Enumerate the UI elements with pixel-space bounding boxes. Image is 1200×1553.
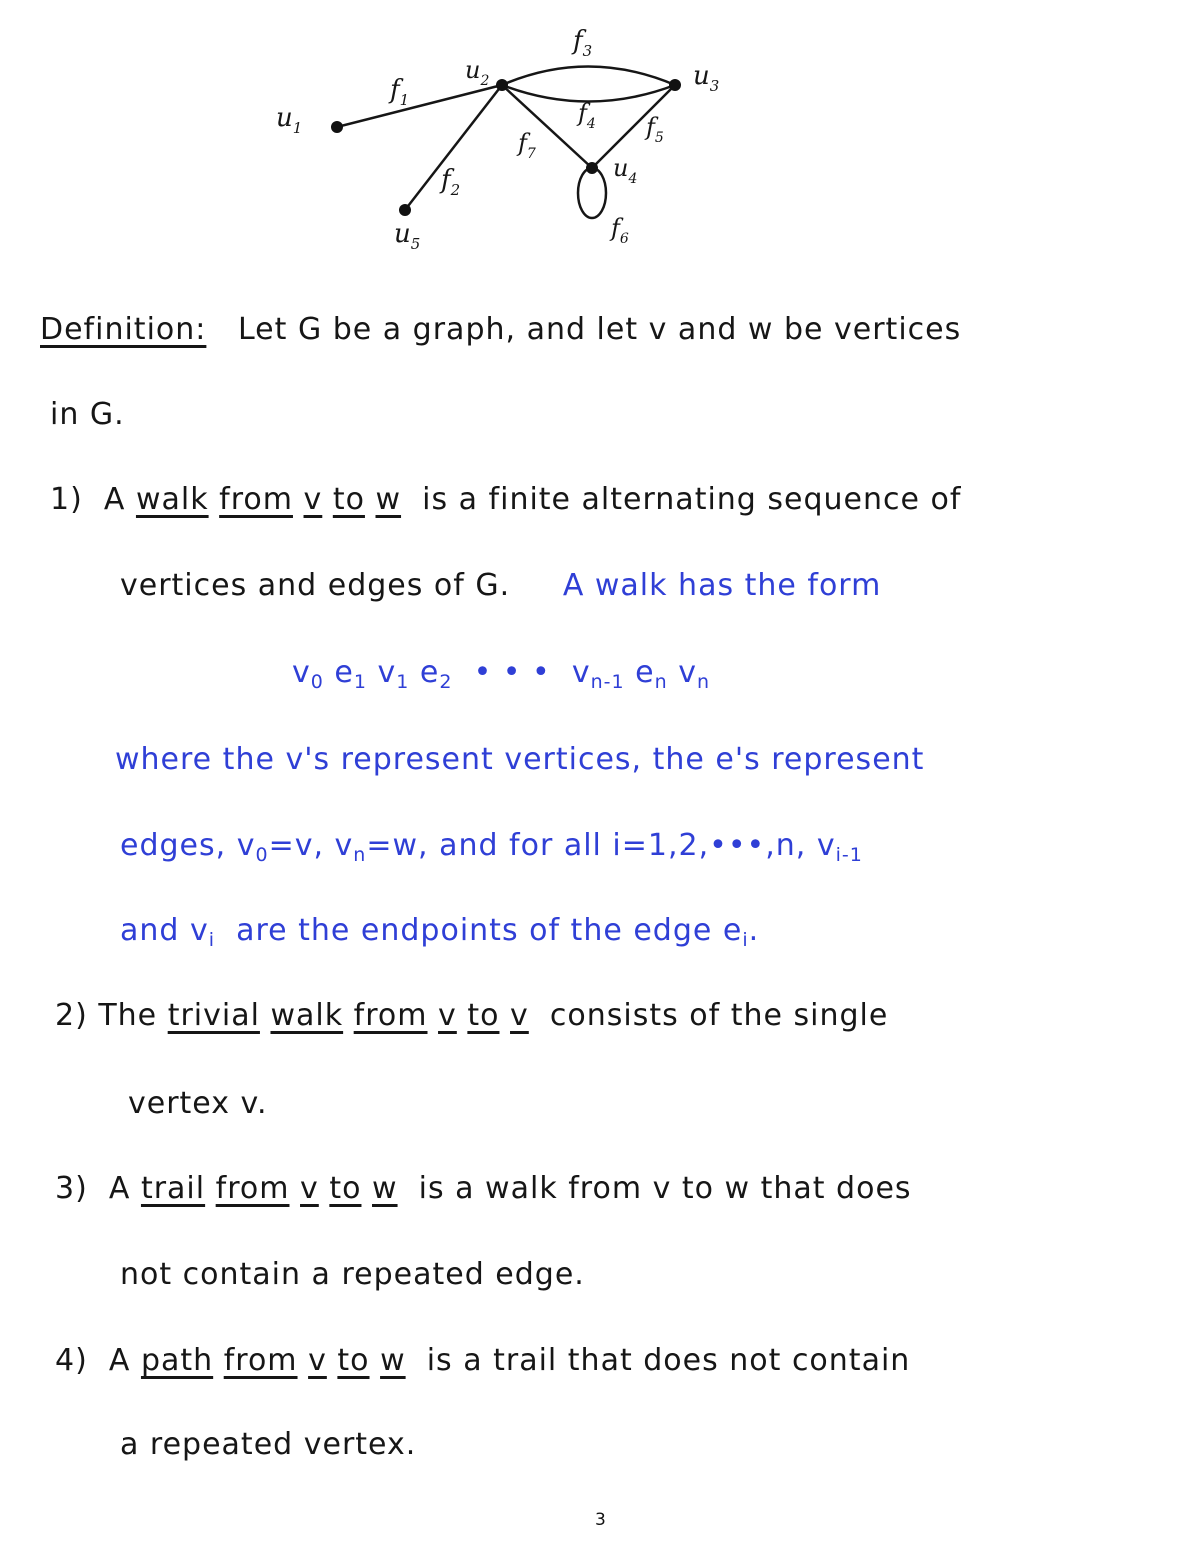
item-3-line-2 [120, 1257, 585, 1292]
item-3-line-1 [55, 1171, 912, 1206]
item-text: is a finite alternating sequence of [422, 482, 962, 517]
label-f2: $f_2$ [441, 165, 461, 199]
walk-formula [292, 655, 710, 693]
where-text: and v [120, 913, 209, 948]
item-lead: A [103, 482, 126, 517]
item-2-line-2 [128, 1086, 268, 1121]
vertex-u4 [586, 162, 598, 174]
graph-diagram [0, 0, 1200, 270]
term-trivial: trivial [167, 998, 260, 1033]
label-u2: $u_2$ [465, 56, 490, 89]
formula-vn: v [678, 655, 697, 690]
item-lead: A [108, 1171, 131, 1206]
where-sub: i [742, 929, 749, 951]
item-number: 1) [50, 482, 83, 517]
formula-e2: e [419, 655, 440, 690]
where-text: =v, v [268, 828, 354, 863]
edge-f3 [502, 67, 675, 86]
formula-sub: n [654, 671, 668, 693]
formula-v0: v [292, 655, 311, 690]
item-number: 3) [55, 1171, 88, 1206]
term-w: w [372, 1171, 398, 1206]
where-text: =w, and for all i=1,2,•••,n, v [366, 828, 836, 863]
label-u5: $u_5$ [394, 219, 421, 253]
term-to: to [337, 1343, 370, 1378]
term-v: v [438, 998, 457, 1033]
item-4-line-1 [55, 1343, 910, 1378]
formula-sub: 2 [439, 671, 453, 693]
vertex-u3 [669, 79, 681, 91]
walk-form-note: A walk has the form [562, 568, 882, 603]
term-from: from [215, 1171, 290, 1206]
where-text: where the v's represent vertices, the e's represent [115, 742, 925, 777]
term-w: w [375, 482, 402, 517]
vertex-u5 [399, 204, 411, 216]
edge-f1 [337, 85, 502, 127]
where-sub: n [353, 844, 367, 866]
item-text: is a trail that does not contain [426, 1343, 911, 1378]
label-u1: $u_1$ [276, 103, 303, 137]
label-f4: $f_4$ [578, 99, 596, 132]
where-text: . [748, 913, 760, 948]
where-sub: i [208, 929, 216, 951]
where-line-2 [120, 828, 863, 866]
vertex-u1 [331, 121, 343, 133]
term-v: v [300, 1171, 319, 1206]
item-text: is a walk from v to w that does [418, 1171, 912, 1206]
label-f3: $f_3$ [573, 26, 593, 60]
term-w: w [380, 1343, 406, 1378]
item-text: not contain a repeated edge. [120, 1257, 585, 1292]
formula-sub: 0 [310, 671, 324, 693]
definition-line-2 [50, 397, 125, 432]
item-2-line-1 [55, 998, 888, 1033]
formula-dots: • • • [473, 655, 551, 690]
term-v: v [308, 1343, 327, 1378]
label-u4: $u_4$ [613, 154, 638, 187]
term-trail: trail [140, 1171, 206, 1206]
item-1-line-2 [120, 568, 881, 603]
edge-f6 [578, 168, 606, 218]
term-walk: walk [135, 482, 209, 517]
label-u3: $u_3$ [693, 61, 720, 95]
definition-intro: Let G be a graph, and let v and w be vertices [238, 312, 962, 347]
term-to: to [332, 482, 365, 517]
formula-sub: n [696, 671, 710, 693]
label-f5: $f_5$ [646, 113, 664, 146]
term-to: to [329, 1171, 362, 1206]
vertex-u2 [496, 79, 508, 91]
edge-f4 [502, 85, 675, 102]
term-from: from [353, 998, 428, 1033]
formula-sub: n-1 [590, 671, 625, 693]
item-text: vertices and edges of G. [120, 568, 511, 603]
term-v: v [510, 998, 529, 1033]
item-4-line-2 [120, 1427, 416, 1462]
item-1-line-1 [50, 482, 961, 517]
page-number: 3 [595, 1510, 606, 1530]
formula-en: e [635, 655, 655, 690]
item-lead: A [108, 1343, 131, 1378]
formula-e1: e [334, 655, 354, 690]
label-f1: $f_1$ [390, 75, 410, 109]
label-f7: $f_7$ [518, 129, 536, 162]
definition-intro-end: in G. [50, 397, 125, 432]
term-path: path [140, 1343, 214, 1378]
definition-heading: Definition: [40, 312, 207, 347]
item-text: vertex v. [128, 1086, 268, 1121]
item-number: 4) [55, 1343, 88, 1378]
where-text: are the endpoints of the edge e [236, 913, 743, 948]
term-from: from [219, 482, 293, 517]
term-to: to [467, 998, 500, 1033]
item-text: a repeated vertex. [120, 1427, 417, 1462]
where-line-3 [120, 913, 759, 951]
term-v: v [303, 482, 323, 517]
where-line-1 [115, 742, 924, 777]
definition-line-1 [40, 312, 961, 347]
term-from: from [223, 1343, 298, 1378]
formula-sub: 1 [353, 671, 367, 693]
where-sub: i-1 [835, 844, 863, 866]
formula-sub: 1 [396, 671, 410, 693]
where-text: edges, v [120, 828, 256, 863]
formula-vn-1: v [571, 655, 591, 690]
term-walk: walk [270, 998, 344, 1033]
where-sub: 0 [255, 844, 269, 866]
formula-v1: v [377, 655, 397, 690]
item-number: 2) [55, 998, 88, 1033]
label-f6: $f_6$ [611, 214, 629, 247]
item-text: consists of the single [549, 998, 889, 1033]
item-lead: The [98, 998, 158, 1033]
